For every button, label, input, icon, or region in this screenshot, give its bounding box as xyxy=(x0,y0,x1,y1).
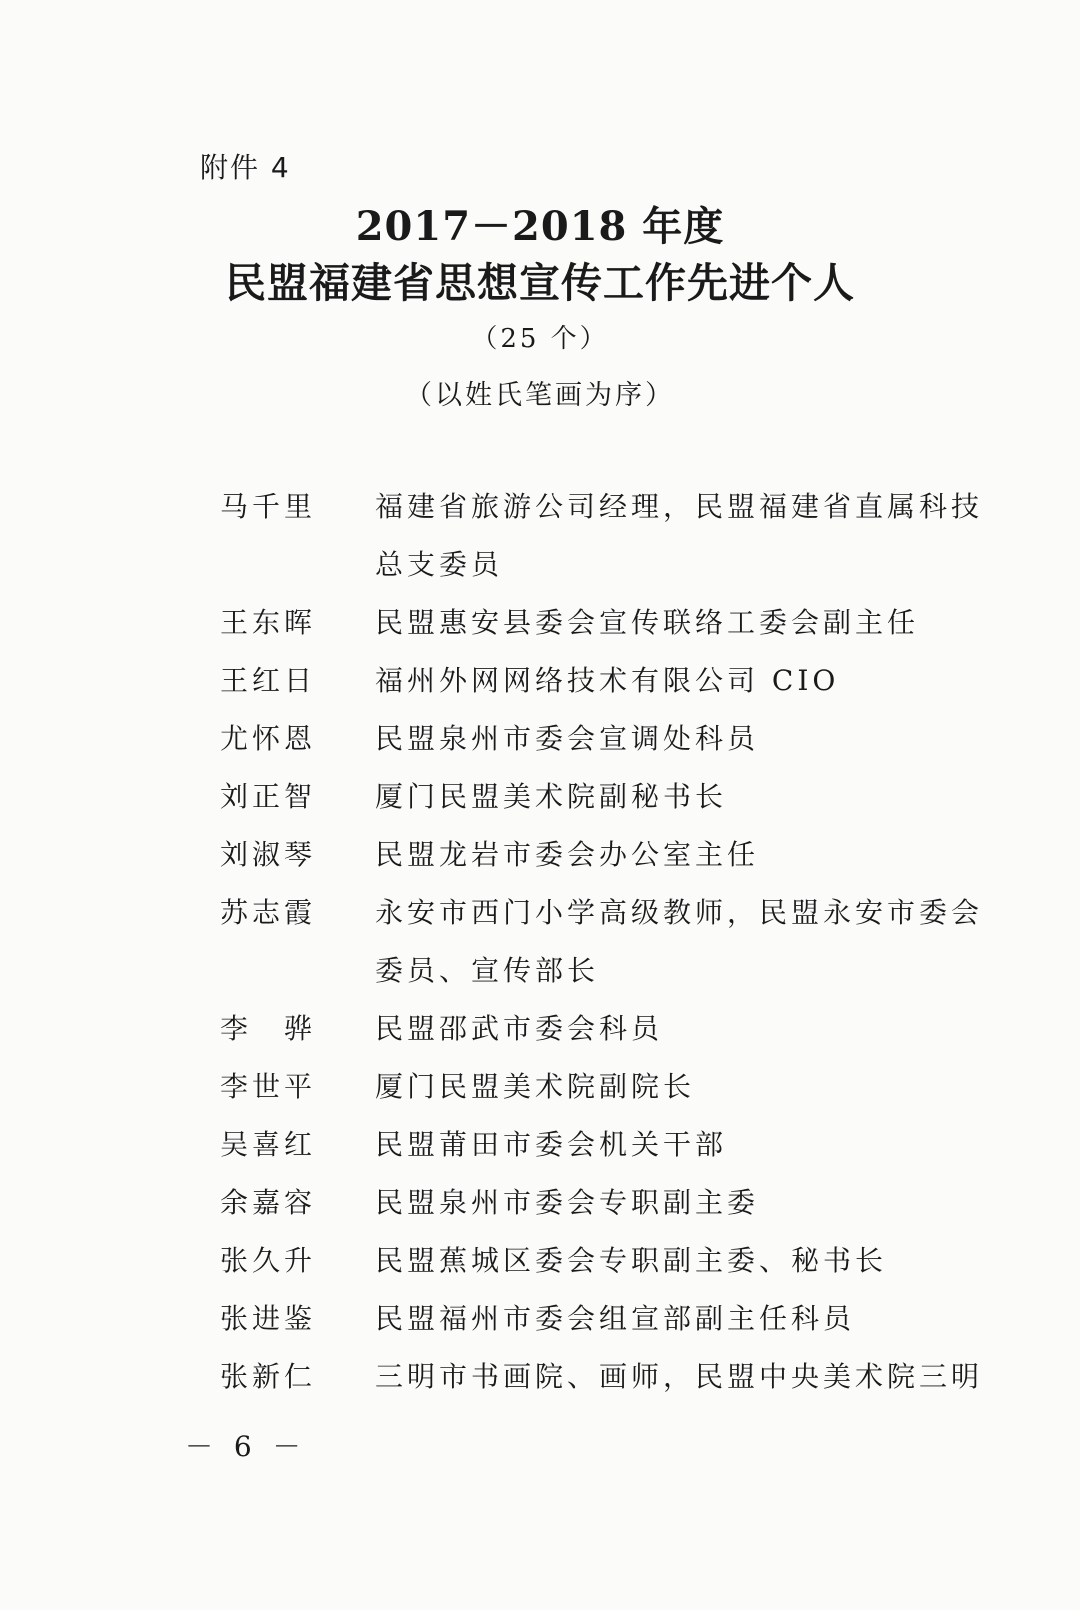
person-name: 李世平 xyxy=(220,1070,317,1103)
person-name: 李 骅 xyxy=(220,1012,317,1045)
person-description xyxy=(375,1348,983,1406)
person-description xyxy=(375,652,960,710)
person-description xyxy=(375,1174,960,1232)
person-description xyxy=(375,1116,960,1174)
description-line: 福州外网网络技术有限公司 CIO xyxy=(375,664,840,697)
list-item xyxy=(220,1290,960,1348)
page-number: － 6 － xyxy=(185,1430,307,1463)
person-description xyxy=(375,1290,960,1348)
description-line: 永安市西门小学高级教师，民盟永安市委会 xyxy=(375,896,984,929)
people-list xyxy=(220,478,984,1406)
page-title: 民盟福建省思想宣传工作先进个人 xyxy=(225,259,855,307)
list-item xyxy=(220,1232,960,1290)
description-line: 民盟泉州市委会专职副主委 xyxy=(375,1186,760,1219)
description-line: 民盟泉州市委会宣调处科员 xyxy=(375,722,760,755)
description-line: 厦门民盟美术院副院长 xyxy=(375,1070,696,1103)
description-line: 民盟蕉城区委会专职副主委、秘书长 xyxy=(375,1244,888,1277)
list-item xyxy=(220,594,960,652)
list-item xyxy=(220,826,960,884)
person-name: 刘正智 xyxy=(220,780,317,813)
person-name: 张新仁 xyxy=(220,1360,317,1393)
person-name: 马千里 xyxy=(220,490,317,523)
person-description xyxy=(375,710,960,768)
list-item xyxy=(220,1000,960,1058)
person-name: 苏志霞 xyxy=(220,896,317,929)
person-description xyxy=(375,478,983,594)
person-description xyxy=(375,594,960,652)
person-name: 吴喜红 xyxy=(220,1128,317,1161)
list-item xyxy=(220,1174,960,1232)
list-item xyxy=(220,768,960,826)
person-name: 张进鉴 xyxy=(220,1302,317,1335)
list-item xyxy=(220,884,984,1000)
person-name: 王东晖 xyxy=(220,606,317,639)
person-description xyxy=(375,1058,960,1116)
description-line: 民盟莆田市委会机关干部 xyxy=(375,1128,728,1161)
person-description xyxy=(375,1000,960,1058)
description-line: 民盟邵武市委会科员 xyxy=(375,1012,664,1045)
person-description xyxy=(375,826,960,884)
description-line: 民盟惠安县委会宣传联络工委会副主任 xyxy=(375,606,920,639)
description-line: 三明市书画院、画师，民盟中央美术院三明 xyxy=(375,1360,984,1393)
list-item xyxy=(220,710,960,768)
attachment-label: 附件 4 xyxy=(200,151,291,184)
list-item xyxy=(220,1116,960,1174)
count-note: （25 个） xyxy=(471,324,609,354)
person-name: 尤怀恩 xyxy=(220,722,317,755)
person-name: 王红日 xyxy=(220,664,317,697)
person-description xyxy=(375,768,960,826)
description-line: 民盟龙岩市委会办公室主任 xyxy=(375,838,760,871)
person-name: 余嘉容 xyxy=(220,1186,317,1219)
list-item xyxy=(220,1058,960,1116)
description-line: 民盟福州市委会组宣部副主任科员 xyxy=(375,1302,856,1335)
list-item xyxy=(220,1348,984,1406)
list-item xyxy=(220,478,984,594)
person-name: 张久升 xyxy=(220,1244,317,1277)
description-line: 委员、宣传部长 xyxy=(375,954,600,987)
description-line: 福建省旅游公司经理，民盟福建省直属科技 xyxy=(375,490,984,523)
description-line: 总支委员 xyxy=(375,548,504,581)
title-year: 2017－2018 年度 xyxy=(355,203,725,250)
list-item xyxy=(220,652,960,710)
person-description xyxy=(375,884,983,1000)
person-description xyxy=(375,1232,960,1290)
person-name: 刘淑琴 xyxy=(220,838,317,871)
order-note: （以姓氏笔画为序） xyxy=(405,380,675,411)
description-line: 厦门民盟美术院副秘书长 xyxy=(375,780,728,813)
